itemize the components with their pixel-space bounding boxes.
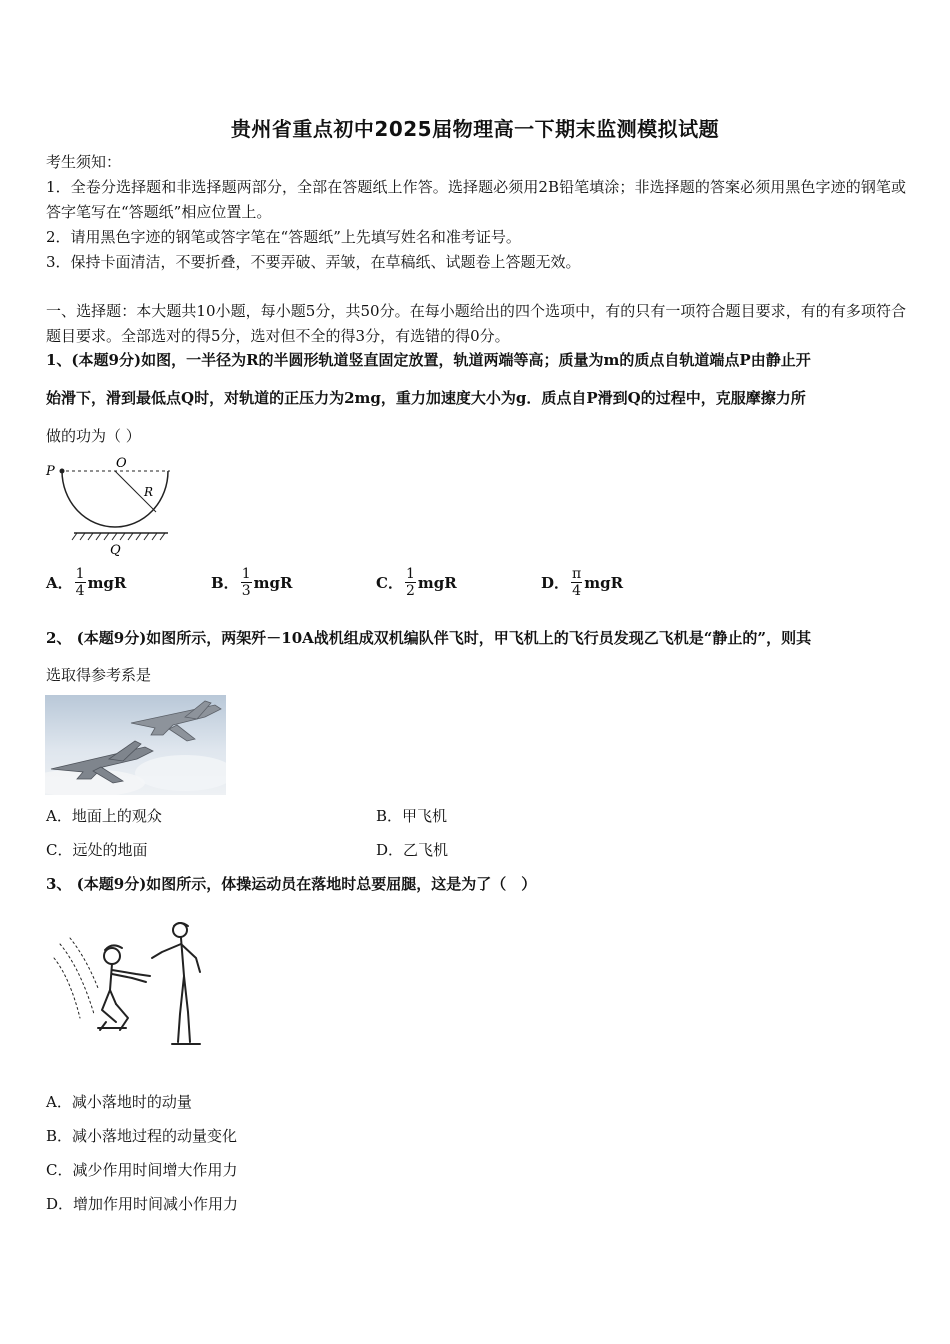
page-title: 贵州省重点初中2025届物理高一下期末监测模拟试题 <box>230 117 720 141</box>
q3-option-a[interactable]: A．减小落地时的动量 <box>46 1093 192 1111</box>
fraction: $\frac{1}{2}$ <box>405 566 415 599</box>
q3-option-c[interactable]: C．减少作用时间增大作用力 <box>46 1161 238 1179</box>
notice-heading: 考生须知： <box>46 153 122 171</box>
option-unit: mgR <box>253 573 293 592</box>
point-p <box>60 469 65 474</box>
q2-stem-line1: 2、 (本题9分)如图所示，两架歼－10A战机组成双机编队伴飞时，甲飞机上的飞行员发现乙飞机是“静止的”，则其 <box>46 629 812 647</box>
q2-stem-line2: 选取得参考系是 <box>46 666 152 684</box>
semicircle-track-figure <box>44 455 179 560</box>
fraction: $\frac{1}{4}$ <box>75 566 85 599</box>
q3-option-d[interactable]: D．增加作用时间减小作用力 <box>46 1195 239 1213</box>
fraction: $\frac{\pi}{4}$ <box>572 566 582 599</box>
option-label: B． <box>211 574 239 592</box>
option-label: C． <box>376 574 403 592</box>
track-arc <box>62 471 168 527</box>
option-unit: mgR <box>87 573 127 592</box>
motion-lines <box>54 938 98 1018</box>
q1-stem-line3: 做的功为（ ） <box>46 427 141 445</box>
ground-hatch <box>72 533 165 540</box>
q1-option-d[interactable] <box>541 566 623 599</box>
gymnast-landing-figure <box>50 918 215 1053</box>
label-r: R <box>144 485 154 499</box>
fraction: $\frac{1}{3}$ <box>241 566 251 599</box>
q2-option-d[interactable]: D．乙飞机 <box>376 841 449 859</box>
label-q: Q <box>110 543 121 558</box>
q3-option-b[interactable]: B．减小落地过程的动量变化 <box>46 1127 238 1145</box>
q1-stem-line2: 始滑下，滑到最低点Q时，对轨道的正压力为2mg，重力加速度大小为g．质点自P滑到Q的过程中，克服摩擦力所 <box>46 389 806 407</box>
q1-option-c[interactable] <box>376 566 457 599</box>
fighter-jets-photo <box>45 695 226 795</box>
q1-stem-line1: 1、(本题9分)如图，一半径为R的半圆形轨道竖直固定放置，轨道两端等高；质量为m的质点自轨道端点P由静止开 <box>46 351 811 369</box>
notice-item-1: 1．全卷分选择题和非选择题两部分，全部在答题纸上作答。选择题必须用2B铅笔填涂；非选择题的答案必须用黑色字迹的钢笔或答字笔写在“答题纸”相应位置上。 <box>46 178 906 221</box>
q1-option-a[interactable] <box>46 566 126 599</box>
q2-option-c[interactable]: C．远处的地面 <box>46 841 148 859</box>
option-unit: mgR <box>417 573 457 592</box>
gymnast-standing <box>152 923 200 1044</box>
notice-item-3: 3．保持卡面清洁，不要折叠，不要弄破、弄皱，在草稿纸、试题卷上答题无效。 <box>46 253 581 271</box>
q3-stem: 3、 (本题9分)如图所示，体操运动员在落地时总要屈腿，这是为了（ ） <box>46 875 537 893</box>
option-label: A． <box>46 574 73 592</box>
gymnast-crouching <box>98 945 150 1030</box>
option-unit: mgR <box>584 573 624 592</box>
q1-option-b[interactable] <box>211 566 292 599</box>
label-p: P <box>46 464 55 479</box>
q2-option-b[interactable]: B．甲飞机 <box>376 807 448 825</box>
label-o: O <box>116 456 127 471</box>
section-intro: 一、选择题：本大题共10小题，每小题5分，共50分。在每小题给出的四个选项中，有的只有一项符合题目要求，有的有多项符合题目要求。全部选对的得5分，选对但不全的得3分，有选错的得0分。 <box>46 302 906 345</box>
q2-option-a[interactable]: A．地面上的观众 <box>46 807 162 825</box>
option-label: D． <box>541 574 570 592</box>
notice-item-2: 2．请用黑色字迹的钢笔或答字笔在“答题纸”上先填写姓名和准考证号。 <box>46 228 521 246</box>
